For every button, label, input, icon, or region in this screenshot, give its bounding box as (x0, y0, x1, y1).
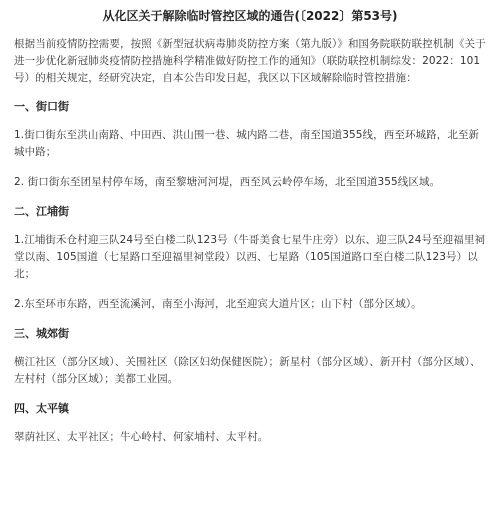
section-heading: 一、街口街 (14, 100, 69, 113)
section-paragraph: 2.东至环市东路，西至流溪河，南至小海河，北至迎宾大道片区；山下村（部分区域）。 (14, 298, 422, 310)
section-heading: 三、城郊街 (14, 327, 69, 340)
section-paragraph: 翠荫社区、太平社区；牛心岭村、何家埔村、太平村。 (14, 431, 269, 443)
section-heading: 四、太平镇 (14, 402, 69, 415)
intro-paragraph: 根据当前疫情防控需要，按照《新型冠状病毒肺炎防控方案（第九版）》和国务院联防联控机制《关于进一步优化新冠肺炎疫情防控措施科学精准做好防控工作的通知》（联防联控机制综发：2022：101号）的相关规定，经研究决定，自本公告印发日起，我区以下区域解除临时管控措施： (14, 38, 486, 84)
notice-title: 从化区关于解除临时管控区域的通告(〔2022〕第53号) (102, 9, 398, 23)
section-paragraph: 2. 街口街东至团星村停车场，南至黎塘河河堤，西至风云岭停车场，北至国道355线区域。 (14, 176, 441, 188)
section-jiekou (14, 99, 486, 191)
section-paragraph: 1.街口街东至洪山南路、中田西、洪山围一巷、城内路二巷，南至国道355线，西至环城路，北至新城中路； (14, 129, 480, 158)
section-heading: 二、江埔街 (14, 205, 69, 218)
section-paragraph: 横江社区（部分区域）、关围社区（除区妇幼保健医院）；新星村（部分区域）、新开村（部分区域）、左村村（部分区域）；美都工业园。 (14, 356, 481, 385)
section-jiangpu (14, 204, 486, 313)
section-taiping (14, 401, 486, 446)
section-chengjiao (14, 326, 486, 388)
section-paragraph: 1.江埔街禾仓村迎三队24号至白楼二队123号（牛哥美食七星牛庄旁）以东、迎三队24号至迎福里祠堂以南、105国道（七星路口至迎福里祠堂段）以西、七星路（105国道路口至白楼二队123号）以北； (14, 234, 486, 280)
